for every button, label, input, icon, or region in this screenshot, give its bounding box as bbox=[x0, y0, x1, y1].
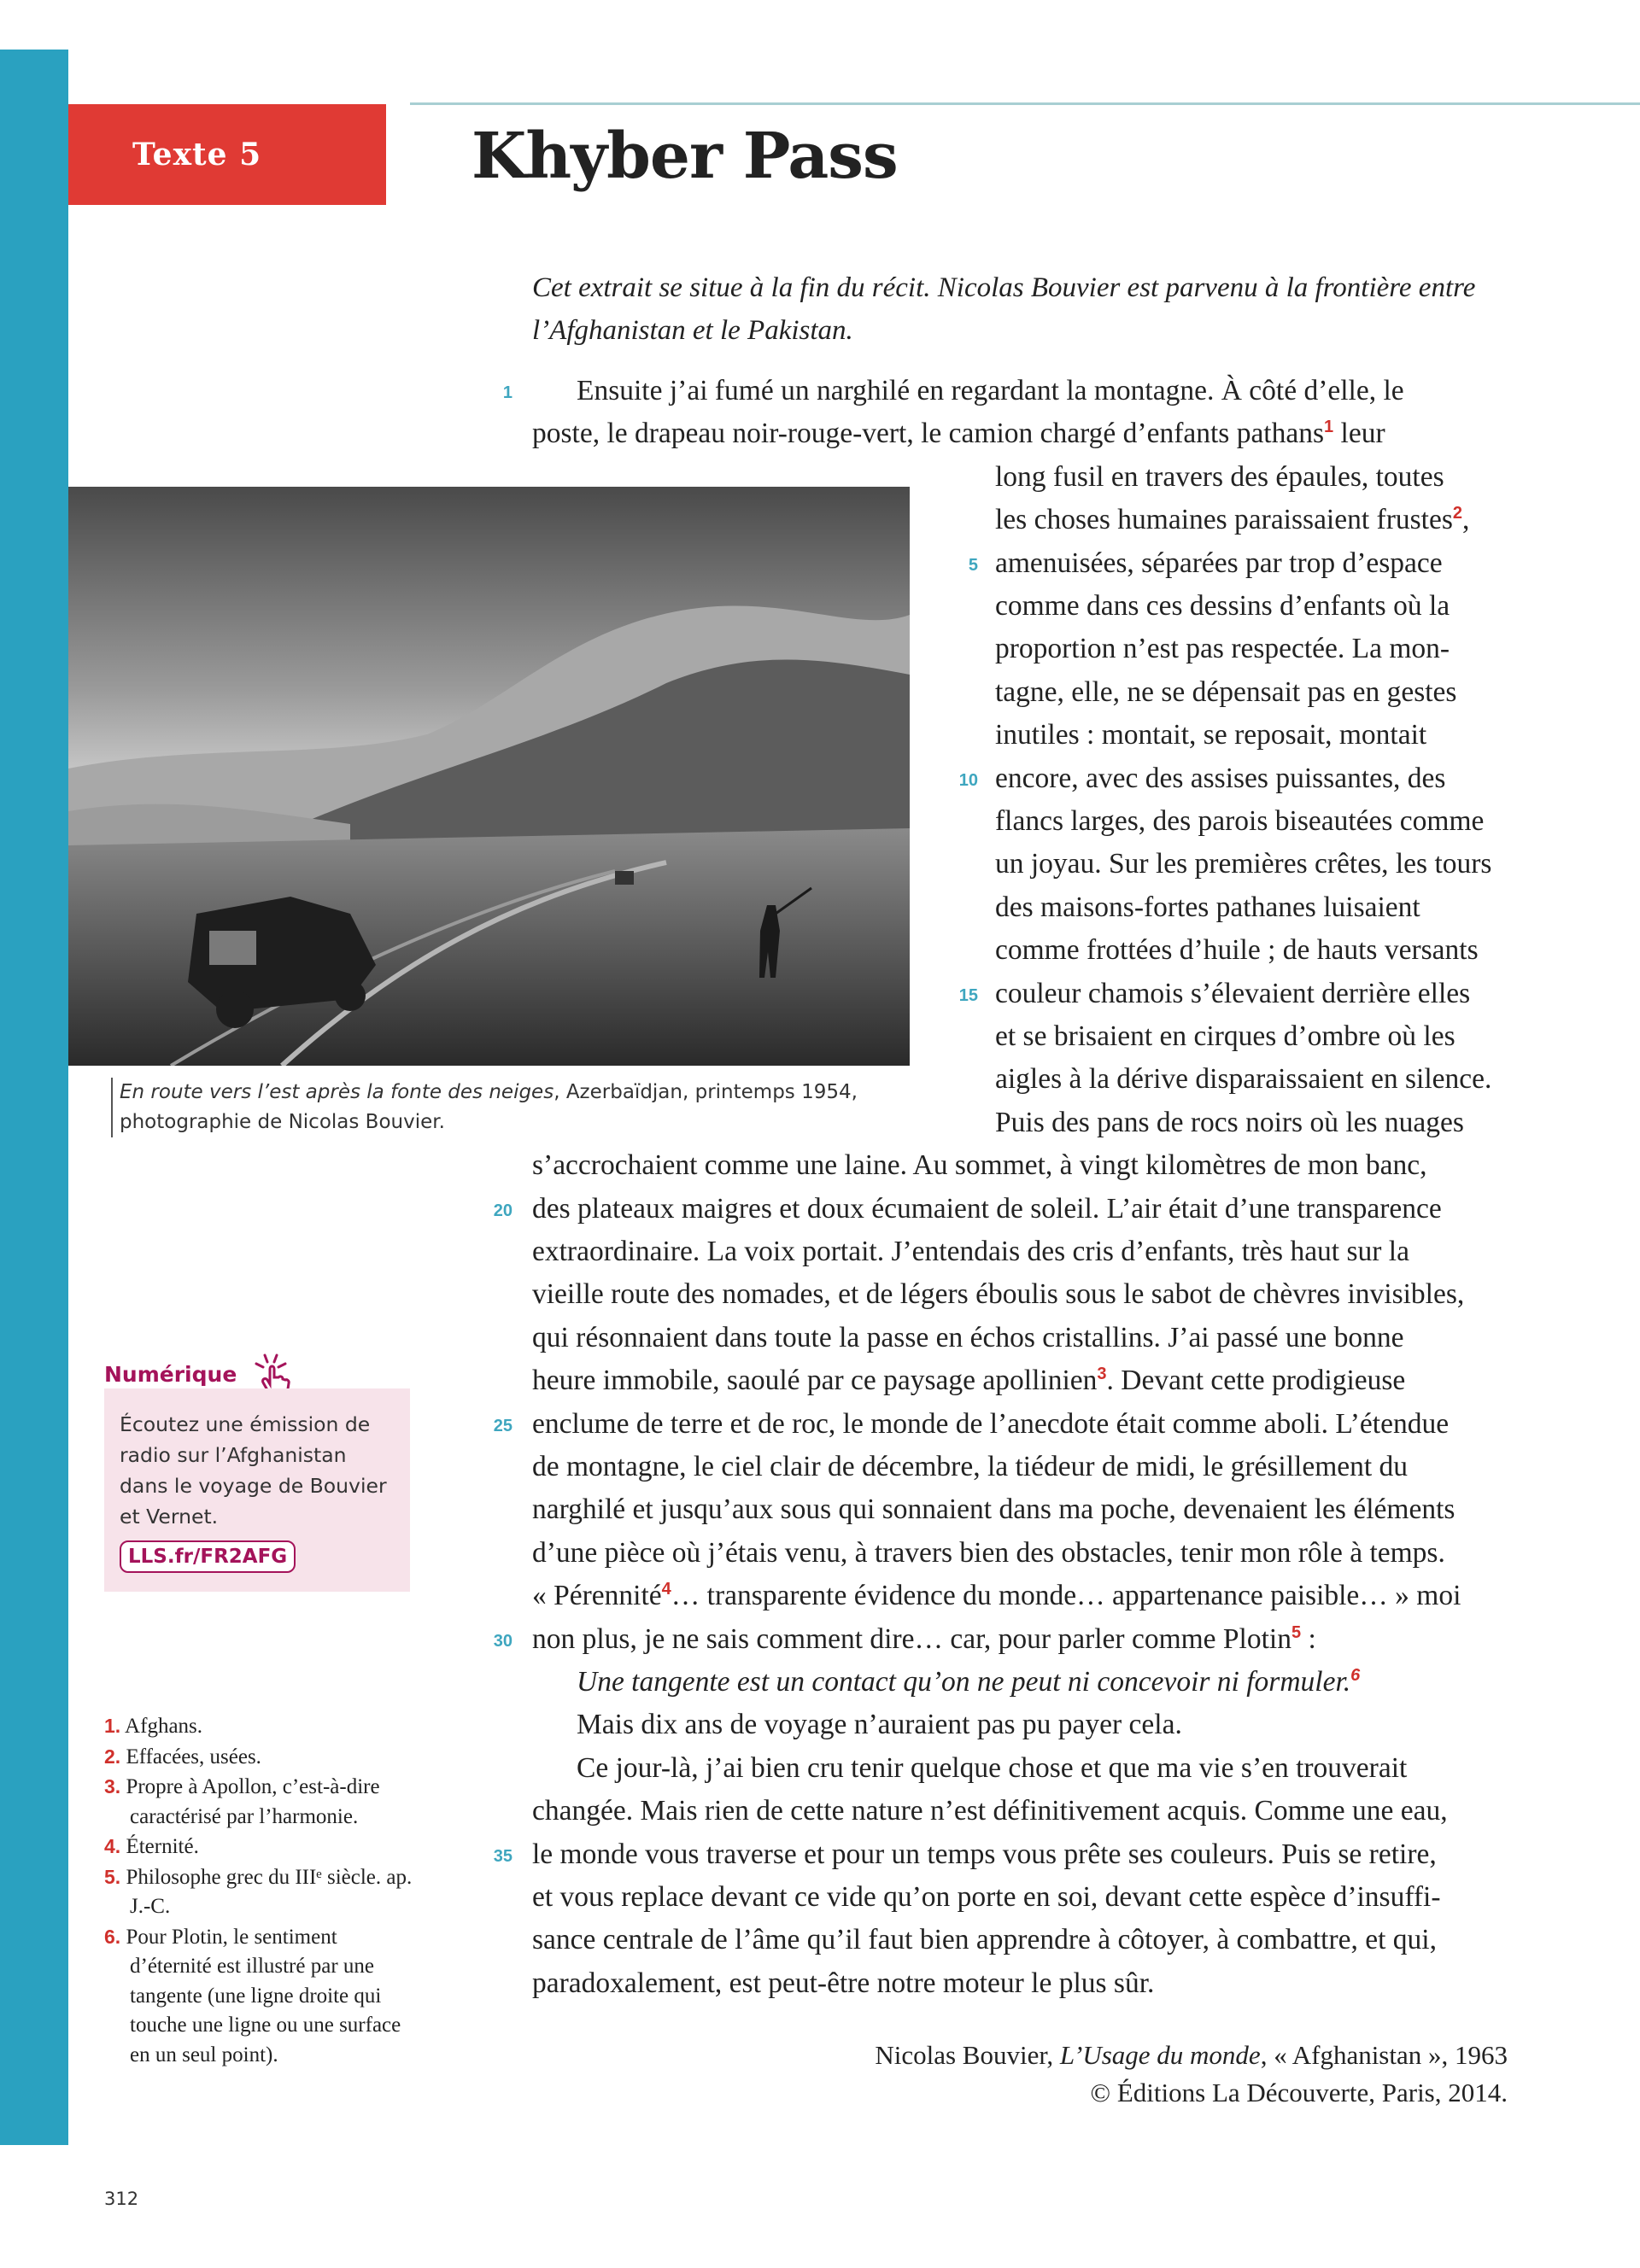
line-text: et vous replace devant ce vide qu’on porte en soi, devant cette espèce d’insuffi- bbox=[532, 1881, 1441, 1913]
footnote-item bbox=[104, 1742, 420, 1773]
text-line bbox=[532, 1488, 1510, 1531]
line-text: Mais dix ans de voyage n’auraient pas pu payer cela. bbox=[577, 1709, 1182, 1741]
caption-details: , Azerbaïdjan, printemps 1954, bbox=[554, 1081, 858, 1103]
text-line bbox=[532, 1790, 1510, 1833]
footnote-ref[interactable]: 3 bbox=[1097, 1365, 1107, 1384]
line-text: heure immobile, saoulé par ce paysage apollinien bbox=[532, 1365, 1098, 1397]
line-text: Une tangente est un contact qu’on ne peut ni concevoir ni formuler. bbox=[577, 1666, 1351, 1698]
footnote-ref[interactable]: 4 bbox=[661, 1580, 671, 1599]
footnote-text: Effacées, usées. bbox=[120, 1745, 261, 1768]
text-line bbox=[995, 542, 1510, 585]
text-line bbox=[532, 1230, 1510, 1273]
numerique-text: Écoutez une émission de radio sur l’Afghanistan dans le voyage de Bouvier et Vernet. bbox=[120, 1412, 387, 1529]
line-text: non plus, je ne sais comment dire… car, pour parler comme Plotin bbox=[532, 1622, 1292, 1655]
text-line bbox=[995, 456, 1510, 499]
text-line bbox=[995, 628, 1510, 670]
line-text-after: leur bbox=[1333, 418, 1385, 450]
text-line bbox=[532, 1273, 1510, 1316]
line-text: proportion n’est pas respectée. La mon- bbox=[995, 633, 1450, 665]
footnote-item bbox=[104, 1922, 420, 2071]
line-text: amenuisées, séparées par trop d’espace bbox=[995, 547, 1443, 579]
text-line bbox=[532, 1188, 1510, 1230]
line-number: 35 bbox=[493, 1846, 512, 1866]
text-line bbox=[995, 1058, 1510, 1101]
line-text: sance centrale de l’âme qu’il faut bien apprendre à côtoyer, à combattre, et qui, bbox=[532, 1924, 1437, 1956]
line-text: paradoxalement, est peut-être notre moteur le plus sûr. bbox=[532, 1967, 1155, 1999]
text-line bbox=[995, 800, 1510, 843]
text-line bbox=[532, 1532, 1510, 1575]
line-text: de montagne, le ciel clair de décembre, la tiédeur de midi, le grésillement du bbox=[532, 1451, 1409, 1482]
text-line bbox=[995, 1102, 1510, 1144]
text-line bbox=[995, 671, 1510, 714]
page-title: Khyber Pass bbox=[472, 120, 898, 193]
footnote-number: 6. bbox=[104, 1925, 121, 1948]
footnote-item bbox=[104, 1862, 420, 1922]
line-text: long fusil en travers des épaules, toutes bbox=[995, 460, 1444, 493]
footnote-text: Éternité. bbox=[120, 1835, 199, 1858]
text-line bbox=[995, 499, 1510, 541]
text-line bbox=[532, 1575, 1510, 1617]
line-number: 30 bbox=[493, 1631, 512, 1651]
line-number: 5 bbox=[968, 555, 978, 575]
text-line bbox=[532, 1403, 1510, 1446]
text-line bbox=[532, 1446, 1510, 1488]
landscape-photo bbox=[68, 487, 910, 1066]
text-line bbox=[995, 843, 1510, 886]
sidebar-color-bar bbox=[0, 50, 68, 2145]
text-number-tag: Texte 5 bbox=[68, 104, 386, 205]
line-number: 25 bbox=[493, 1416, 512, 1435]
header-rule bbox=[410, 102, 1640, 105]
line-text: comme dans ces dessins d’enfants où la bbox=[995, 590, 1450, 622]
photo-caption bbox=[111, 1078, 863, 1137]
line-text-after: : bbox=[1301, 1622, 1316, 1655]
text-line bbox=[577, 1747, 1510, 1790]
text-line bbox=[995, 1015, 1510, 1058]
text-line bbox=[532, 1833, 1510, 1876]
line-text: flancs larges, des parois biseautées comme bbox=[995, 805, 1485, 837]
source-book: L’Usage du monde bbox=[1059, 2040, 1261, 2070]
line-text: « Pérennité bbox=[532, 1580, 662, 1612]
footnote-text: Pour Plotin, le sentiment d’éternité est illustré par une tangente (une ligne droite qui touche une ligne ou une surface en un seul point). bbox=[120, 1925, 401, 2066]
line-text: tagne, elle, ne se dépensait pas en gestes bbox=[995, 675, 1457, 708]
footnotes bbox=[104, 1711, 420, 2070]
text-line bbox=[995, 929, 1510, 972]
text-line bbox=[995, 585, 1510, 628]
line-text-after: … transparente évidence du monde… appartenance paisible… » moi bbox=[671, 1580, 1461, 1612]
line-number: 20 bbox=[493, 1201, 512, 1220]
line-text: un joyau. Sur les premières crêtes, les tours bbox=[995, 848, 1492, 880]
line-number: 1 bbox=[502, 383, 512, 402]
footnote-text: Afghans. bbox=[120, 1715, 203, 1738]
source-author: Nicolas Bouvier, bbox=[875, 2040, 1060, 2070]
line-text-after: , bbox=[1461, 504, 1470, 536]
line-text: aigles à la dérive disparaissaient en silence. bbox=[995, 1063, 1492, 1096]
source-chapter: , « Afghanistan », 1963 bbox=[1260, 2040, 1508, 2070]
footnote-text: Philosophe grec du IIIᵉ siècle. ap. J.-C. bbox=[120, 1865, 413, 1918]
line-text: changée. Mais rien de cette nature n’est définitivement acquis. Comme une eau, bbox=[532, 1795, 1448, 1827]
text-line bbox=[577, 1661, 1510, 1704]
footnote-ref[interactable]: 5 bbox=[1291, 1622, 1302, 1642]
line-text-after: . Devant cette prodigieuse bbox=[1106, 1365, 1406, 1397]
line-text: s’accrochaient comme une laine. Au sommet, à vingt kilomètres de mon banc, bbox=[532, 1149, 1427, 1182]
numerique-box bbox=[104, 1388, 410, 1592]
text-line bbox=[532, 1144, 1510, 1187]
line-text: encore, avec des assises puissantes, des bbox=[995, 762, 1446, 794]
page-number: 312 bbox=[104, 2189, 139, 2209]
text-line bbox=[532, 1876, 1510, 1919]
footnote-item bbox=[104, 1772, 420, 1832]
caption-credit: photographie de Nicolas Bouvier. bbox=[120, 1111, 445, 1133]
line-text: extraordinaire. La voix portait. J’entendais des cris d’enfants, très haut sur la bbox=[532, 1236, 1409, 1267]
line-text: comme frottées d’huile ; de hauts versants bbox=[995, 934, 1479, 967]
text-line bbox=[532, 1317, 1510, 1359]
text-line bbox=[995, 886, 1510, 929]
caption-title: En route vers l’est après la fonte des neiges bbox=[120, 1081, 554, 1103]
source-citation bbox=[875, 2037, 1508, 2112]
line-text: qui résonnaient dans toute la passe en échos cristallins. J’ai passé une bonne bbox=[532, 1321, 1404, 1353]
source-copyright: © Éditions La Découverte, Paris, 2014. bbox=[1090, 2078, 1508, 2107]
line-text: le monde vous traverse et pour un temps vous prête ses couleurs. Puis se retire, bbox=[532, 1838, 1437, 1870]
footnote-number: 2. bbox=[104, 1745, 121, 1768]
line-text: Ensuite j’ai fumé un narghilé en regardant la montagne. À côté d’elle, le bbox=[577, 375, 1404, 406]
footnote-ref[interactable]: 1 bbox=[1324, 418, 1334, 437]
text-line bbox=[577, 370, 1510, 412]
line-text: d’une pièce où j’étais venu, à travers bien des obstacles, tenir mon rôle à temps. bbox=[532, 1536, 1445, 1569]
text-line bbox=[532, 412, 1510, 455]
text-line bbox=[532, 1359, 1510, 1402]
line-text: des maisons-fortes pathanes luisaient bbox=[995, 891, 1420, 923]
numerique-title: Numérique bbox=[104, 1362, 237, 1387]
line-text: poste, le drapeau noir-rouge-vert, le camion chargé d’enfants pathans bbox=[532, 418, 1325, 450]
footnote-ref[interactable]: 6 bbox=[1350, 1665, 1361, 1685]
line-text: et se brisaient en cirques d’ombre où les bbox=[995, 1020, 1456, 1052]
text-line bbox=[995, 757, 1510, 800]
line-text: enclume de terre et de roc, le monde de l’anecdote était comme aboli. L’étendue bbox=[532, 1407, 1450, 1440]
line-text: Ce jour-là, j’ai bien cru tenir quelque chose et que ma vie s’en trouverait bbox=[577, 1751, 1408, 1784]
line-text: vieille route des nomades, et de légers éboulis sous le sabot de chèvres invisibles, bbox=[532, 1278, 1465, 1311]
line-text: des plateaux maigres et doux écumaient de soleil. L’air était d’une transparence bbox=[532, 1192, 1442, 1225]
footnote-text: Propre à Apollon, c’est-à-dire caractérisé par l’harmonie. bbox=[120, 1775, 380, 1828]
text-line bbox=[532, 1919, 1510, 1961]
numerique-link[interactable]: LLS.fr/FR2AFG bbox=[120, 1540, 296, 1573]
text-line bbox=[577, 1704, 1510, 1746]
intro-paragraph: Cet extrait se situe à la fin du récit. Nicolas Bouvier est parvenu à la frontière entre l’Afghanistan et le Pakistan. bbox=[532, 272, 1476, 346]
footnote-ref[interactable]: 2 bbox=[1452, 504, 1462, 523]
line-text: inutiles : montait, se reposait, montait bbox=[995, 719, 1427, 751]
footnote-number: 3. bbox=[104, 1775, 121, 1797]
line-text: les choses humaines paraissaient frustes bbox=[995, 504, 1453, 536]
text-line bbox=[995, 973, 1510, 1015]
line-text: narghilé et jusqu’aux sous qui sonnaient dans ma poche, devenaient les éléments bbox=[532, 1493, 1456, 1526]
footnote-item bbox=[104, 1711, 420, 1742]
footnote-item bbox=[104, 1832, 420, 1862]
text-line bbox=[532, 1618, 1510, 1661]
text-line bbox=[532, 1962, 1510, 2005]
text-line bbox=[995, 714, 1510, 757]
line-text: Puis des pans de rocs noirs où les nuages bbox=[995, 1106, 1464, 1138]
footnote-number: 4. bbox=[104, 1835, 121, 1857]
line-text: couleur chamois s’élevaient derrière elles bbox=[995, 977, 1471, 1009]
line-number: 15 bbox=[958, 985, 978, 1005]
footnote-number: 1. bbox=[104, 1715, 121, 1737]
footnote-number: 5. bbox=[104, 1865, 121, 1888]
line-number: 10 bbox=[958, 770, 978, 790]
